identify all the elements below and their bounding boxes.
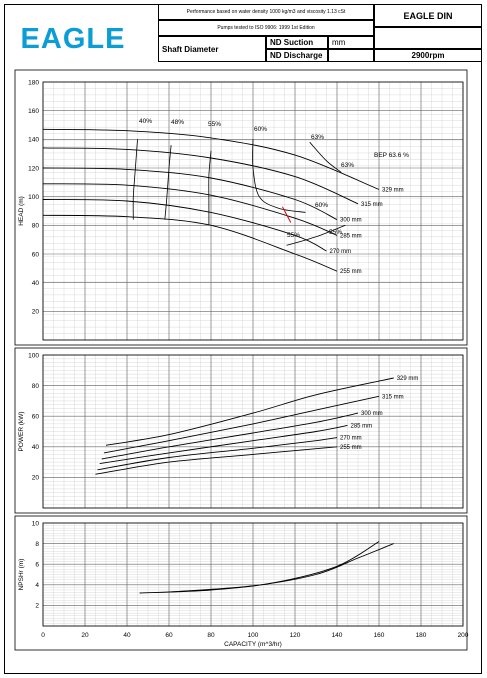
head-series-label: 315 mm [361, 201, 383, 208]
shaft-diameter-label: Shaft Diameter [158, 36, 266, 62]
power-panel [15, 348, 467, 513]
x-tick-label: 120 [289, 632, 301, 639]
x-tick-label: 160 [373, 632, 385, 639]
head-y-axis-label: HEAD (m) [18, 196, 25, 226]
power-y-tick-label: 60 [31, 413, 39, 421]
x-tick-label: 140 [331, 632, 343, 639]
power-series-label: 270 mm [340, 435, 362, 442]
power-series-label: 300 mm [361, 411, 383, 418]
power-y-axis-label: POWER (kW) [18, 411, 25, 452]
x-axis-label: CAPACITY (m^3/hr) [224, 641, 282, 648]
head-y-tick-label: 60 [31, 251, 39, 259]
npsh-y-tick-label: 6 [35, 561, 39, 569]
power-series-285-mm [100, 425, 348, 463]
head-y-tick-label: 40 [31, 279, 39, 287]
efficiency-contour [133, 139, 137, 219]
head-series-label: 285 mm [340, 233, 362, 240]
head-y-tick-label: 140 [28, 136, 39, 144]
efficiency-label: 40% [139, 118, 153, 125]
x-tick-label: 100 [247, 632, 259, 639]
efficiency-label: 55% [287, 232, 301, 239]
power-series-label: 255 mm [340, 444, 362, 451]
efficiency-label: 63% [341, 162, 355, 169]
nd-suction-unit: mm [328, 36, 374, 49]
power-series-270-mm [98, 438, 337, 470]
performance-note: Performance based on water density 1000 kg/m3 and viscosity 1.13 cSt [158, 4, 374, 20]
npsh-y-tick-label: 2 [35, 602, 39, 610]
power-series-label: 315 mm [382, 394, 404, 401]
head-series-label: 300 mm [340, 217, 362, 224]
efficiency-contour [165, 145, 171, 220]
x-tick-label: 60 [165, 632, 173, 639]
power-series-label: 329 mm [396, 375, 419, 382]
power-y-tick-label: 40 [31, 444, 39, 452]
head-panel [15, 70, 467, 345]
power-series-label: 285 mm [350, 423, 373, 430]
x-tick-label: 180 [415, 632, 427, 639]
x-tick-label: 20 [81, 632, 89, 639]
head-series-label: 329 mm [382, 187, 404, 194]
npsh-y-tick-label: 8 [35, 540, 39, 548]
head-y-tick-label: 80 [31, 222, 39, 230]
npsh-panel [15, 516, 467, 650]
x-tick-label: 200 [457, 632, 469, 639]
power-series-255-mm [96, 447, 338, 475]
nd-discharge-label: ND Discharge [266, 49, 328, 62]
head-series-label: 270 mm [329, 249, 352, 256]
efficiency-label: 63% [311, 134, 325, 141]
model-name: EAGLE DIN [374, 4, 482, 27]
head-series-label: 255 mm [340, 269, 362, 276]
iso-note: Pumps tested to ISO 9906: 1999 1st Edition [158, 20, 374, 36]
npsh-y-tick-label: 10 [31, 520, 39, 528]
power-y-tick-label: 20 [31, 474, 39, 482]
npsh-y-tick-label: 4 [35, 582, 39, 590]
efficiency-label: 55% [208, 121, 222, 128]
efficiency-label: 60% [254, 126, 268, 133]
bep-label: BEP 63.6 % [374, 152, 409, 159]
nd-suction-label: ND Suction [266, 36, 328, 49]
efficiency-label: 60% [315, 202, 329, 209]
x-tick-label: 40 [123, 632, 131, 639]
speed-value: 2900rpm [374, 49, 482, 62]
svg-text:EAGLE: EAGLE [20, 23, 126, 54]
power-y-tick-label: 80 [31, 382, 39, 390]
head-y-tick-label: 160 [28, 107, 39, 115]
power-y-tick-label: 100 [28, 352, 39, 360]
head-y-tick-label: 20 [31, 308, 39, 316]
head-y-tick-label: 180 [28, 79, 39, 87]
efficiency-contour [209, 151, 211, 226]
efficiency-label: 48% [171, 119, 185, 126]
x-tick-label: 0 [41, 632, 45, 639]
npsh-y-axis-label: NPSHr (m) [18, 558, 25, 591]
head-y-tick-label: 100 [28, 193, 39, 201]
head-y-tick-label: 120 [28, 165, 39, 173]
x-tick-label: 80 [207, 632, 215, 639]
efficiency-label: 55% [329, 229, 343, 236]
